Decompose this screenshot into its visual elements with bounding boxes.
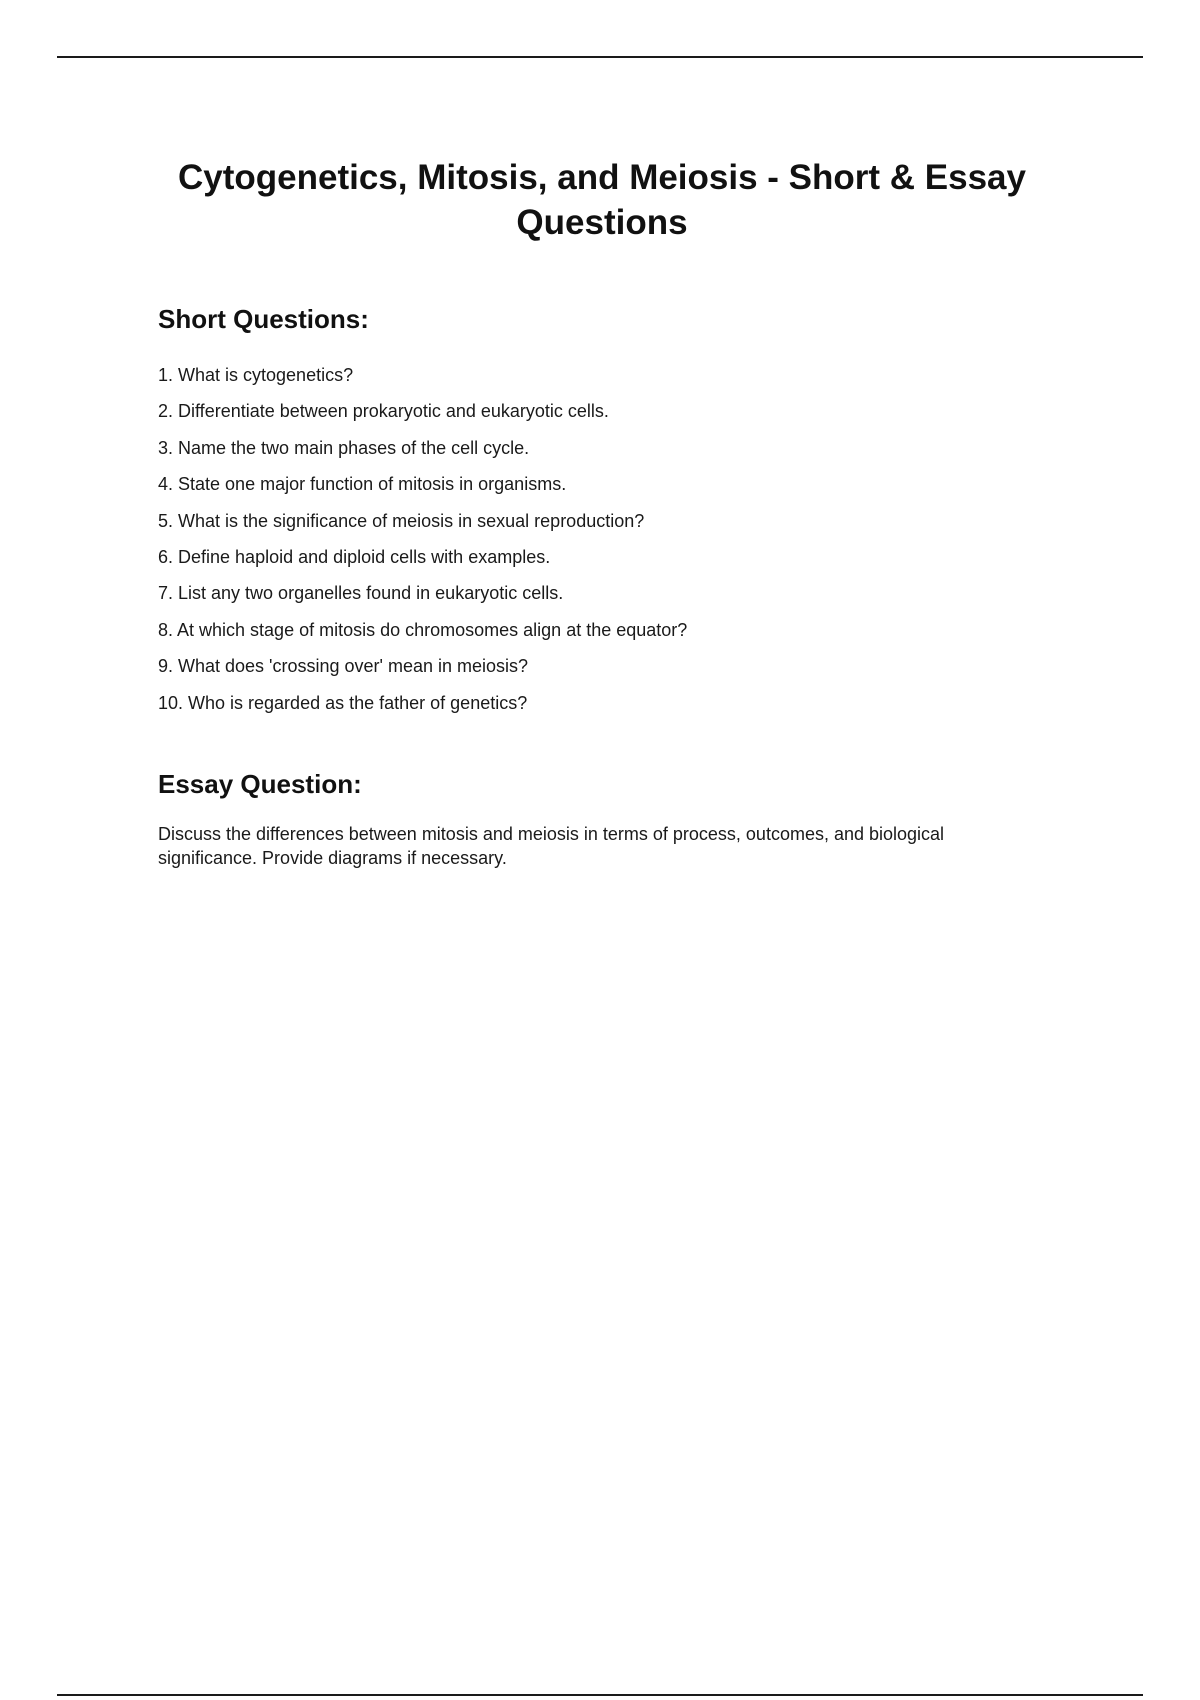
question-item: 6. Define haploid and diploid cells with examples. [158,547,551,568]
question-item: 1. What is cytogenetics? [158,365,354,385]
top-rule [57,56,1143,58]
question-item: 2. Differentiate between prokaryotic and eukaryotic cells. [158,401,609,422]
question-item: 8. At which stage of mitosis do chromosomes align at the equator? [158,619,688,640]
essay-question-heading: Essay Question: [158,769,362,800]
question-item: 5. What is the significance of meiosis in sexual reproduction? [158,510,645,531]
question-item: 9. What does 'crossing over' mean in meiosis? [158,656,529,677]
question-item: 3. Name the two main phases of the cell cycle. [158,437,530,458]
question-item: 10. Who is regarded as the father of genetics? [158,692,528,713]
document-body [158,155,1046,870]
document-title: Cytogenetics, Mitosis, and Meiosis - Short & Essay Questions [178,158,1026,242]
question-item: 7. List any two organelles found in eukaryotic cells. [158,583,564,604]
short-questions-heading: Short Questions: [158,304,369,334]
question-item: 4. State one major function of mitosis in organisms. [158,474,567,495]
short-questions-list [158,357,1046,721]
bottom-rule [57,1694,1143,1696]
essay-question-text: Discuss the differences between mitosis and meiosis in terms of process, outcomes, and biological significance. Provide diagrams if necessary. [158,824,945,869]
